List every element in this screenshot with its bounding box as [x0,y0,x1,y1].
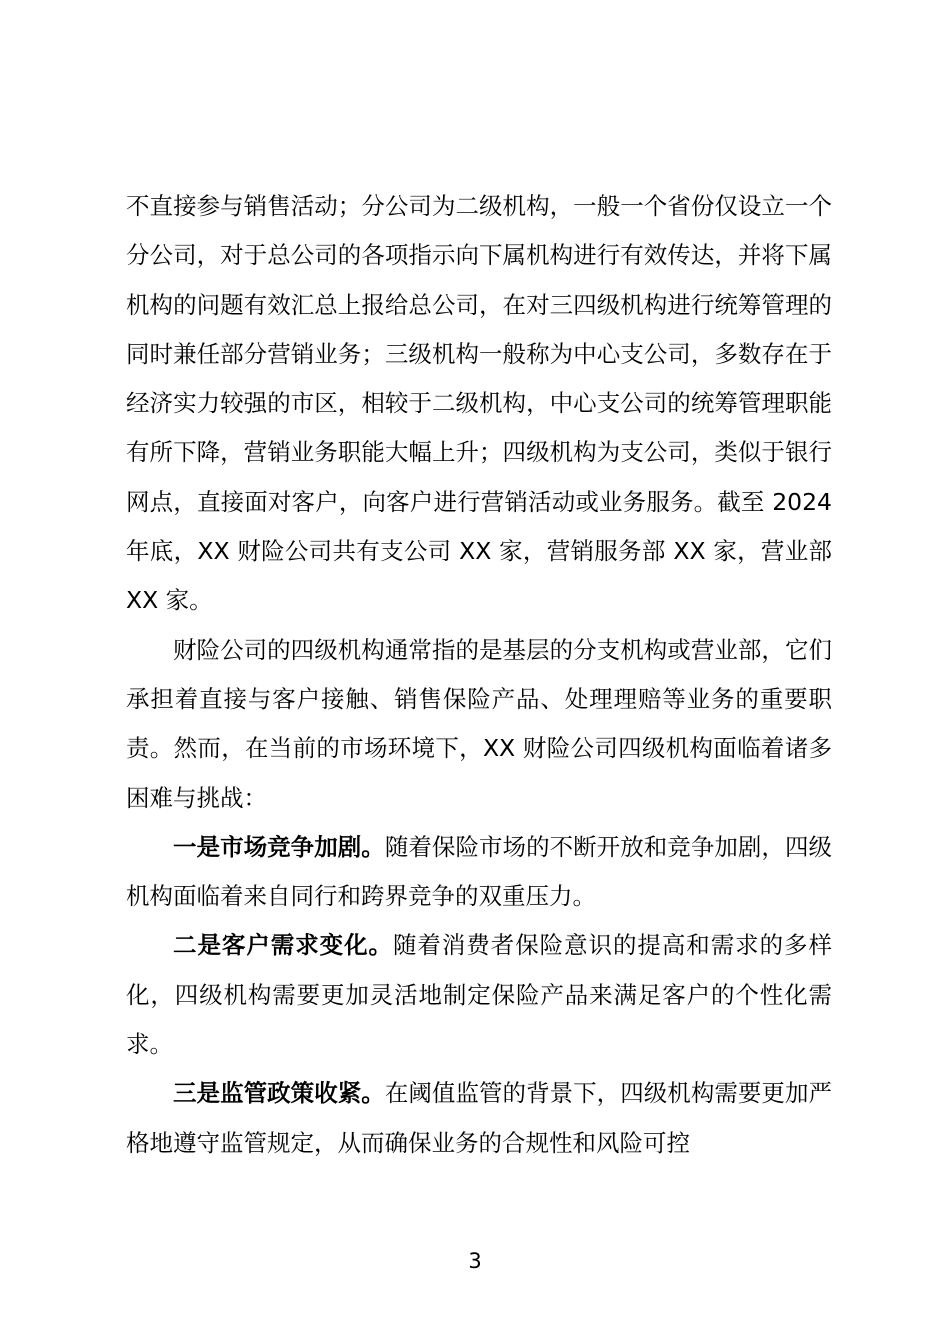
paragraph-market-competition [126,823,832,922]
page-number: 3 [468,1249,482,1273]
paragraph-org-structure [126,182,832,626]
paragraph-fourth-level-intro [126,626,832,823]
paragraph-text: 在阈值监管的背景下，四级机构需要更加严格地遵守监管规定，从而确保业务的合规性和风险可控 [126,1079,833,1157]
paragraph-regulatory-policy [126,1069,832,1168]
paragraph-text: 财险公司的四级机构通常指的是基层的分支机构或营业部，它们承担着直接与客户接触、销售保险产品、处理理赔等业务的重要职责。然而，在当前的市场环境下，XX 财险公司四级机构面临着诸多困难与挑战： [126,635,832,812]
paragraph-text: 随着消费者保险意识的提高和需求的多样化，四级机构需要更加灵活地制定保险产品来满足客户的个性化需求。 [126,931,833,1059]
paragraph-text: 不直接参与销售活动；分公司为二级机构，一般一个省份仅设立一个分公司，对于总公司的各项指示向下属机构进行有效传达，并将下属机构的问题有效汇总上报给总公司，在对三四级机构进行统筹管理的同时兼任部分营销业务；三级机构一般称为中心支公司，多数存在于经济实力较强的市区，相较于二级机构，中心支公司的统筹管理职能有所下降，营销业务职能大幅上升；四级机构为支公司，类似于银行网点，直接面对客户，向客户进行营销活动或业务服务。截至 2024 年底，XX 财险公司共有支公司 XX 家，营销服务部 XX 家，营业部 XX 家。 [126,192,832,615]
paragraph-text: 随着保险市场的不断开放和竞争加剧，四级机构面临着来自同行和跨界竞争的双重压力。 [126,832,833,911]
body-text [126,182,832,1168]
paragraph-lead: 二是客户需求变化。 [173,931,393,960]
paragraph-customer-demand [126,921,832,1069]
paragraph-lead: 一是市场竞争加剧。 [173,832,385,861]
paragraph-lead: 三是监管政策收紧。 [173,1079,385,1108]
